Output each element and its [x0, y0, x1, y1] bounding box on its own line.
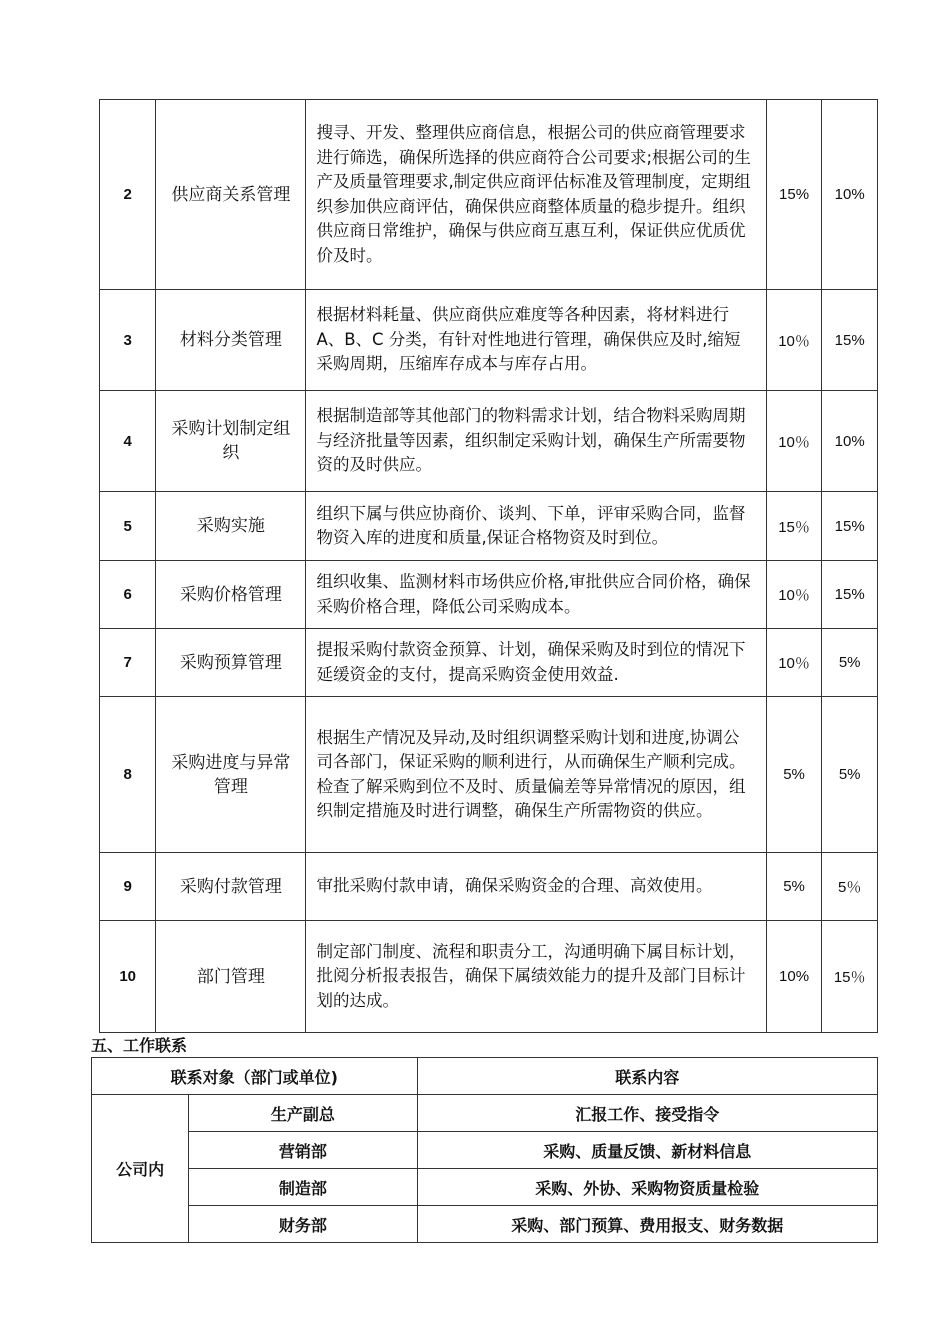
- duty-name: 采购实施: [156, 492, 306, 561]
- contact-group: 公司内: [92, 1095, 189, 1243]
- table-row: [100, 290, 878, 391]
- duty-weight-2: 15％: [822, 921, 878, 1033]
- duty-description-text: 根据生产情况及异动,及时组织调整采购计划和进度,协调公司各部门，保证采购的顺利进行，从而确保生产顺利完成。检查了解采购到位不及时、质量偏差等异常情况的原因，组织制定措施及时进行调整，确保生产所需物资的供应。: [316, 727, 746, 820]
- duty-weight-1: 10％: [766, 561, 822, 629]
- duty-name: 采购进度与异常管理: [156, 697, 306, 853]
- table-row: [100, 853, 878, 921]
- duty-description: [306, 561, 766, 629]
- duties-table: [99, 99, 878, 1033]
- duty-weight-1: 15％: [766, 492, 822, 561]
- duty-description-text: 制定部门制度、流程和职责分工，沟通明确下属目标计划，批阅分析报表报告，确保下属绩效能力的提升及部门目标计划的达成。: [316, 941, 746, 1010]
- table-row: [100, 921, 878, 1033]
- duty-number: 9: [100, 853, 156, 921]
- table-row: [92, 1095, 878, 1132]
- duty-number: 10: [100, 921, 156, 1033]
- duty-weight-2: 15%: [822, 290, 878, 391]
- work-contacts-table: [91, 1057, 878, 1243]
- contact-content: 采购、质量反馈、新材料信息: [417, 1132, 877, 1169]
- duty-weight-2: 15%: [822, 492, 878, 561]
- duty-description: [306, 391, 766, 492]
- table-row: [92, 1132, 878, 1169]
- duty-weight-2: 5％: [822, 853, 878, 921]
- table-row: [100, 492, 878, 561]
- duty-description: [306, 492, 766, 561]
- duty-weight-1: 15%: [766, 100, 822, 290]
- duty-description: [306, 629, 766, 697]
- contact-content: 采购、部门预算、费用报支、财务数据: [417, 1206, 877, 1243]
- duty-description: [306, 853, 766, 921]
- contact-object: 生产副总: [189, 1095, 417, 1132]
- duty-weight-2: 5%: [822, 629, 878, 697]
- duty-weight-2: 10%: [822, 100, 878, 290]
- contact-content: 采购、外协、采购物资质量检验: [417, 1169, 877, 1206]
- table-row: [100, 629, 878, 697]
- duty-description: [306, 290, 766, 391]
- duty-name: 采购计划制定组织: [156, 391, 306, 492]
- duty-number: 4: [100, 391, 156, 492]
- table-row: [92, 1169, 878, 1206]
- duty-name: 部门管理: [156, 921, 306, 1033]
- header-contact-content: 联系内容: [417, 1058, 877, 1095]
- contact-object: 营销部: [189, 1132, 417, 1169]
- duty-description: [306, 921, 766, 1033]
- duty-description-text: 组织下属与供应协商价、谈判、下单，评审采购合同，监督物资入库的进度和质量,保证合格物资及时到位。: [316, 503, 746, 547]
- duty-name: 采购付款管理: [156, 853, 306, 921]
- section-title: 五、工作联系: [91, 1036, 188, 1055]
- duty-weight-1: 5%: [766, 853, 822, 921]
- duty-name: 材料分类管理: [156, 290, 306, 391]
- table-header-row: [92, 1058, 878, 1095]
- duty-number: 8: [100, 697, 156, 853]
- duty-number: 3: [100, 290, 156, 391]
- duty-name: 采购预算管理: [156, 629, 306, 697]
- duty-weight-1: 10％: [766, 391, 822, 492]
- table-row: [92, 1206, 878, 1243]
- duty-description-text: 根据制造部等其他部门的物料需求计划，结合物料采购周期与经济批量等因素，组织制定采购计划，确保生产所需要物资的及时供应。: [316, 406, 746, 475]
- duty-description: [306, 100, 766, 290]
- duty-number: 6: [100, 561, 156, 629]
- duty-weight-2: 15%: [822, 561, 878, 629]
- duty-weight-1: 5%: [766, 697, 822, 853]
- duty-weight-1: 10％: [766, 629, 822, 697]
- duty-description-text: 根据材料耗量、供应商供应难度等各种因素，将材料进行 A、B、C 分类，有针对性地进行管理，确保供应及时,缩短采购周期，压缩库存成本与库存占用。: [316, 305, 741, 374]
- duty-name: 供应商关系管理: [156, 100, 306, 290]
- table-row: [100, 391, 878, 492]
- duty-number: 5: [100, 492, 156, 561]
- duty-weight-1: 10％: [766, 290, 822, 391]
- contact-object: 财务部: [189, 1206, 417, 1243]
- header-contact-object: 联系对象（部门或单位): [92, 1058, 418, 1095]
- duty-description-text: 搜寻、开发、整理供应商信息，根据公司的供应商管理要求进行筛选，确保所选择的供应商符合公司要求;根据公司的生产及质量管理要求,制定供应商评估标准及管理制度，定期组织参加供应商评估，确保供应商整体质量的稳步提升。组织供应商日常维护，确保与供应商互惠互利，保证供应优质优价及时。: [316, 123, 751, 265]
- duty-description-text: 审批采购付款申请，确保采购资金的合理、高效使用。: [316, 876, 713, 896]
- duty-description-text: 提报采购付款资金预算、计划，确保采购及时到位的情况下延缓资金的支付，提高采购资金使用效益.: [316, 640, 746, 684]
- duty-number: 7: [100, 629, 156, 697]
- table-row: [100, 697, 878, 853]
- duty-description: [306, 697, 766, 853]
- duty-weight-2: 10%: [822, 391, 878, 492]
- duty-weight-2: 5%: [822, 697, 878, 853]
- duty-description-text: 组织收集、监测材料市场供应价格,审批供应合同价格，确保采购价格合理，降低公司采购成本。: [316, 572, 751, 616]
- table-row: [100, 561, 878, 629]
- contact-content: 汇报工作、接受指令: [417, 1095, 877, 1132]
- duty-number: 2: [100, 100, 156, 290]
- contact-object: 制造部: [189, 1169, 417, 1206]
- table-row: [100, 100, 878, 290]
- duty-name: 采购价格管理: [156, 561, 306, 629]
- duty-weight-1: 10%: [766, 921, 822, 1033]
